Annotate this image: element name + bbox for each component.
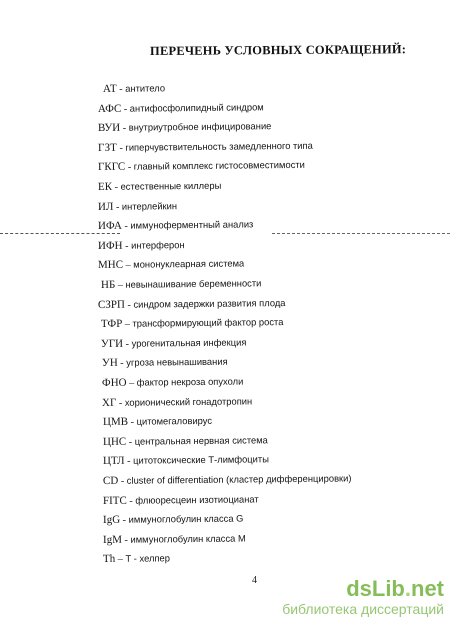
abbreviation-separator: – [122,318,133,330]
abbreviation-definition: флюоресцеин изотиоцианат [135,492,259,506]
abbreviation-term: ГКГС [97,161,126,174]
abbreviation-entry [103,415,212,429]
abbreviation-entry [103,493,259,508]
abbreviation-entry [98,258,244,273]
watermark [282,577,444,617]
abbreviation-separator: - [128,416,137,428]
abbreviation-term: ГЗТ [97,141,117,154]
abbreviation-term: УН [101,357,118,370]
abbreviation-term: ВУИ [97,121,121,135]
abbreviation-definition: мононуклеарная система [133,257,245,271]
abbreviation-definition: синдром задержки развития плода [133,296,286,310]
abbreviation-term: ЦНС [102,435,127,448]
abbreviation-entry [103,82,165,96]
abbreviation-term: УГИ [100,337,124,350]
abbreviation-term: FITC [102,494,127,507]
abbreviation-separator: - [117,358,127,370]
abbreviation-separator: - [126,495,136,507]
abbreviation-entry [102,395,252,410]
abbreviation-entry [101,336,247,351]
abbreviation-term: ЦМВ [102,415,129,429]
abbreviation-entry [98,159,305,174]
abbreviation-separator: - [123,338,132,350]
abbreviation-entry [98,101,264,116]
abbreviation-definition: гиперчувствительность замедленного типа [125,139,313,153]
abbreviation-separator: - [125,162,134,174]
abbreviation-entry [98,219,253,234]
abbreviation-entry [102,376,243,390]
abbreviation-separator: - [116,142,126,154]
page-title: ПЕРЕЧЕНЬ УСЛОВНЫХ СОКРАЩЕНИЙ: [149,42,407,58]
abbreviation-definition: центральная нервная система [134,434,268,447]
abbreviation-term: Th [102,553,116,566]
abbreviation-entry [98,200,177,214]
abbreviation-term: ИФА [97,219,122,233]
abbreviation-separator: - [116,397,125,409]
watermark-logo-dot: . [404,576,411,601]
abbreviation-definition: главный комплекс гистосовместимости [133,159,305,173]
abbreviation-separator: - [120,514,129,527]
abbreviation-definition: цитотоксические Т-лимфоциты [133,453,269,467]
abbreviation-definition: естественные киллеры [120,179,222,192]
abbreviation-entry [101,277,262,292]
abbreviation-term: АФС [97,102,122,115]
abbreviation-entry [102,356,228,370]
abbreviation-entry [103,472,352,488]
abbreviation-definition: внутриутробное инфицирование [128,120,272,133]
abbreviation-entry [98,140,313,155]
abbreviation-entry [98,180,221,194]
abbreviation-definition: антитело [125,82,166,94]
abbreviation-term: СЗРП [97,298,125,311]
watermark-logo [282,577,444,601]
abbreviation-entry [101,316,284,331]
abbreviation-definition: иммуноглобулин класса G [128,512,244,525]
abbreviation-entry [103,454,269,469]
abbreviation-term: АТ [102,82,117,95]
abbreviation-definition: цитомегаловирус [136,415,213,427]
abbreviation-entry [98,239,185,253]
watermark-logo-tld: net [411,576,444,601]
abbreviation-separator: – [126,377,137,389]
abbreviation-separator: - [121,220,131,232]
abbreviation-term: ИФН [97,239,123,252]
abbreviation-definition: интерферон [131,238,185,251]
abbreviation-definition: угроза невынашивания [126,356,228,369]
abbreviation-term: ТФР [100,317,123,331]
abbreviation-definition: невынашивание беременности [125,277,262,290]
abbreviation-term: МНС [97,259,124,272]
abbreviation-term: ЕК [97,180,113,193]
abbreviation-term: IgG [102,514,121,527]
abbreviation-entry [103,513,244,527]
abbreviation-separator: - [121,534,131,546]
abbreviation-definition: Т - хелпер [125,552,170,565]
abbreviation-term: ФНО [101,376,127,389]
abbreviation-term: CD [102,474,119,487]
abbreviation-separator: - [126,436,135,448]
abbreviation-term: ИЛ [97,200,114,213]
abbreviation-entry [103,553,170,567]
abbreviation-separator: – [115,279,126,291]
abbreviation-separator: - [121,103,130,115]
watermark-logo-main: dsLib [346,576,405,601]
abbreviation-definition: хорионический гонадотропин [124,395,253,408]
abbreviation-definition: трансформирующий фактор роста [132,316,284,329]
abbreviation-separator: – [115,554,126,566]
abbreviation-term: ХГ [101,396,117,409]
abbreviation-definition: интерлейкин [121,199,178,212]
abbreviation-separator: - [118,475,127,487]
abbreviation-term: ЦТЛ [102,455,125,468]
page-number: 4 [252,575,257,586]
abbreviation-separator: - [113,201,122,213]
abbreviation-entry [103,532,246,546]
abbreviation-separator: - [124,299,134,311]
abbreviation-entry [103,434,268,449]
abbreviation-entry [98,120,272,135]
abbreviation-definition: cluster of differentiation (кластер дифференцировки) [126,472,352,486]
abbreviation-separator: – [123,260,134,272]
abbreviation-entry [98,297,286,312]
abbreviation-definition: урогенитальная инфекция [131,336,247,349]
watermark-subtitle: библиотека диссертаций [282,601,444,617]
abbreviation-term: НБ [100,278,116,291]
abbreviation-definition: фактор некроза опухоли [136,375,244,388]
abbreviation-separator: - [122,240,132,252]
abbreviation-definition: иммуноглобулин класса M [130,532,246,545]
abbreviation-term: IgM [102,533,123,546]
abbreviation-separator: - [112,181,121,193]
abbreviation-definition: антифосфолипидный синдром [129,100,264,114]
abbreviation-separator: - [116,83,126,95]
abbreviation-separator: - [124,456,134,468]
abbreviation-definition: иммуноферментный анализ [130,218,254,231]
abbreviation-separator: - [120,122,129,134]
